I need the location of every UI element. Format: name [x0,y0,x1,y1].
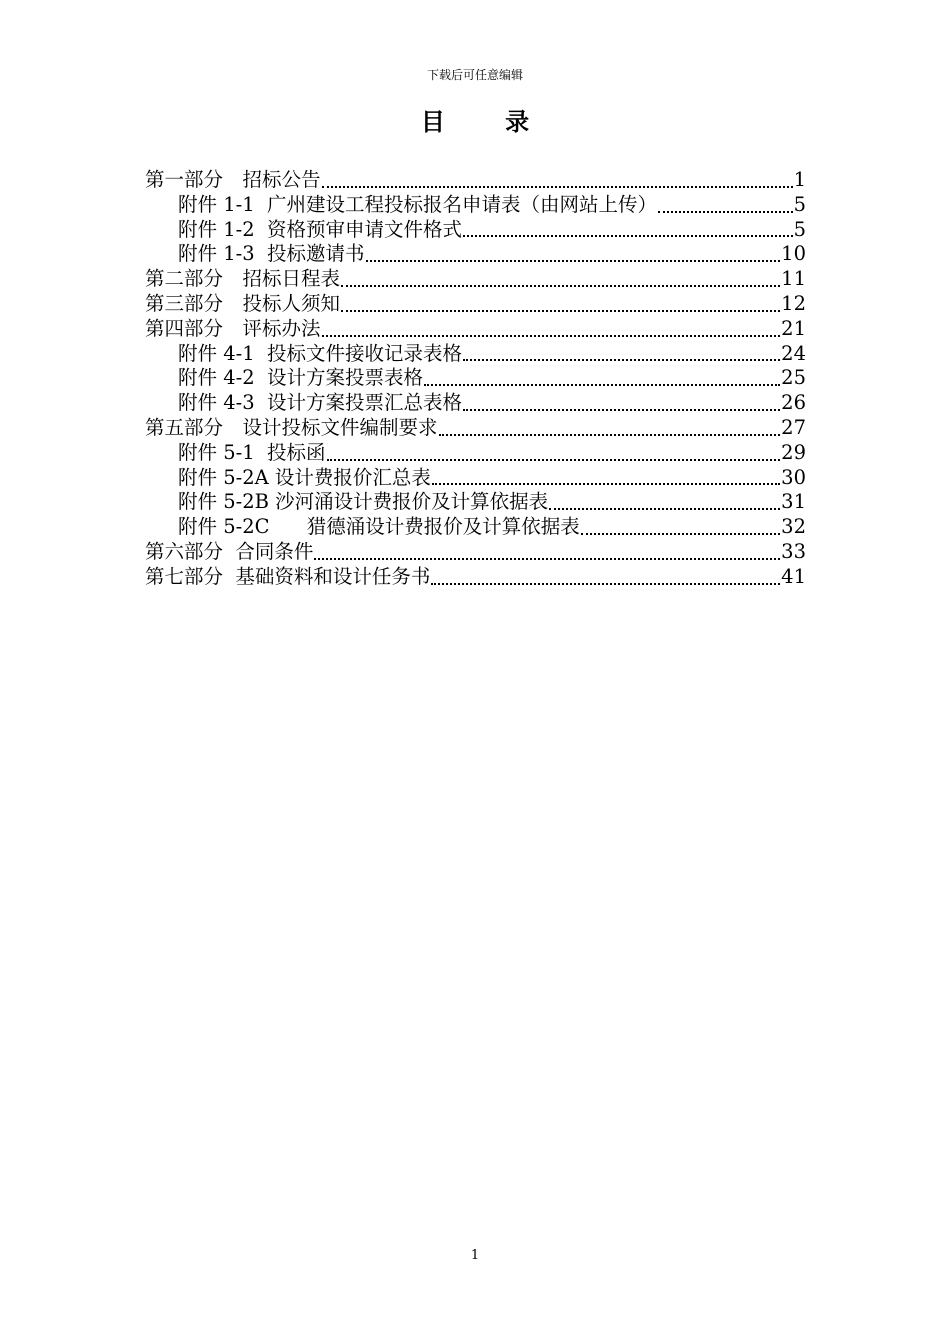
toc-entry-page: 27 [781,415,806,439]
toc-entry-page: 24 [781,341,806,365]
toc-entry-page: 10 [781,242,806,266]
toc-dot-leader [432,483,780,485]
toc-entry-page: 12 [781,291,806,315]
toc-entry-page: 25 [781,366,806,390]
toc-entry-page: 31 [781,490,806,514]
toc-entry-label: 附件 1-2 资格预审申请文件格式 [178,217,462,241]
toc-dot-leader [366,260,781,262]
toc-entry-label: 附件 1-3 投标邀请书 [178,242,365,266]
toc-entry[interactable] [145,565,806,590]
toc-entry[interactable] [145,317,806,342]
toc-dot-leader [322,335,781,337]
toc-dot-leader [549,508,780,510]
toc-entry[interactable] [145,441,806,466]
toc-entry-label: 第三部分 投标人须知 [145,291,341,315]
toc-entry[interactable] [145,193,806,218]
toc-entry[interactable] [145,168,806,193]
toc-entry[interactable] [145,490,806,515]
toc-entry[interactable] [145,391,806,416]
toc-entry-page: 30 [781,465,806,489]
toc-entry-label: 附件 5-2C 猎德涌设计费报价及计算依据表 [178,515,580,539]
toc-entry-page: 32 [781,515,806,539]
toc-entry[interactable] [145,292,806,317]
toc-entry-page: 33 [781,539,806,563]
toc-entry[interactable] [145,342,806,367]
toc-entry[interactable] [145,540,806,565]
toc-entry[interactable] [145,466,806,491]
toc-entry-label: 附件 1-1 广州建设工程投标报名申请表（由网站上传） [178,192,657,216]
page-title: 目 录 [420,107,556,136]
toc-entry-label: 第七部分 基础资料和设计任务书 [145,564,431,588]
toc-entry-page: 41 [781,564,806,588]
toc-entry-label: 附件 4-3 设计方案投票汇总表格 [178,391,462,415]
toc-dot-leader [581,533,780,535]
toc-entry-label: 第二部分 招标日程表 [145,267,341,291]
toc-entry-page: 1 [793,168,806,191]
toc-dot-leader [463,359,780,361]
toc-entry-page: 21 [781,316,806,340]
toc-entry[interactable] [145,515,806,540]
toc-entry-page: 5 [793,192,806,216]
toc-entry[interactable] [145,416,806,441]
table-of-contents [145,168,806,590]
toc-dot-leader [424,384,780,386]
toc-entry-page: 26 [781,391,806,415]
toc-entry-label: 第四部分 评标办法 [145,316,321,340]
toc-entry-page: 11 [781,267,806,291]
toc-entry[interactable] [145,242,806,267]
toc-dot-leader [463,235,793,237]
toc-entry[interactable] [145,267,806,292]
toc-entry[interactable] [145,218,806,243]
toc-entry-label: 附件 5-1 投标函 [178,440,326,464]
toc-dot-leader [439,434,781,436]
page-number: 1 [470,1248,480,1263]
toc-dot-leader [463,409,780,411]
toc-entry-label: 附件 5-2A 设计费报价汇总表 [178,465,431,489]
toc-entry-label: 附件 4-2 设计方案投票表格 [178,366,423,390]
toc-entry-page: 29 [781,440,806,464]
toc-entry[interactable] [145,366,806,391]
toc-dot-leader [314,558,780,560]
toc-dot-leader [431,583,780,585]
toc-entry-label: 第一部分 招标公告 [145,168,321,191]
toc-entry-page: 5 [793,217,806,241]
toc-dot-leader [658,211,793,213]
toc-dot-leader [341,310,780,312]
toc-entry-label: 第六部分 合同条件 [145,539,314,563]
toc-dot-leader [322,186,793,188]
toc-entry-label: 第五部分 设计投标文件编制要求 [145,415,438,439]
toc-entry-label: 附件 5-2B 沙河涌设计费报价及计算依据表 [178,490,549,514]
toc-dot-leader [327,459,781,461]
toc-dot-leader [341,285,780,287]
page-header: 下载后可任意编辑 [426,68,523,82]
toc-entry-label: 附件 4-1 投标文件接收记录表格 [178,341,462,365]
